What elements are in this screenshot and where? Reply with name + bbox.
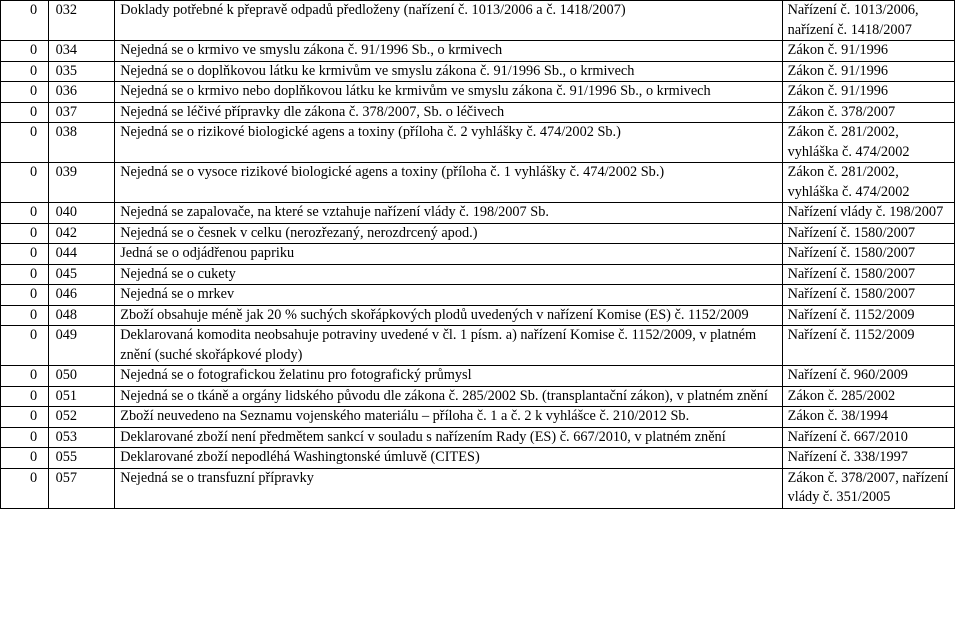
code-cell: 032 (48, 1, 115, 41)
table-row (1, 326, 955, 366)
flag-cell: 0 (1, 203, 49, 224)
description-cell: Deklarovaná komodita neobsahuje potraviny uvedené v čl. 1 písm. a) nařízení Komise č. 1152/2009, v platném znění (suché skořápkové plody) (115, 326, 782, 366)
description-cell: Nejedná se o transfuzní přípravky (115, 468, 782, 508)
flag-cell: 0 (1, 407, 49, 428)
code-cell: 045 (48, 264, 115, 285)
code-cell: 037 (48, 102, 115, 123)
legal-basis-cell: Nařízení č. 1152/2009 (782, 326, 954, 366)
table-row (1, 61, 955, 82)
legal-basis-cell: Zákon č. 91/1996 (782, 41, 954, 62)
description-cell: Nejedná se o tkáně a orgány lidského původu dle zákona č. 285/2002 Sb. (transplantační zákon), v platném znění (115, 386, 782, 407)
description-cell: Nejedná se o česnek v celku (nerozřezaný, nerozdrcený apod.) (115, 223, 782, 244)
flag-cell: 0 (1, 264, 49, 285)
table-row (1, 41, 955, 62)
code-cell: 051 (48, 386, 115, 407)
code-cell: 042 (48, 223, 115, 244)
flag-cell: 0 (1, 41, 49, 62)
table-row (1, 82, 955, 103)
table-row (1, 448, 955, 469)
flag-cell: 0 (1, 102, 49, 123)
legal-basis-cell: Nařízení č. 1580/2007 (782, 244, 954, 265)
description-cell: Nejedná se o rizikové biologické agens a toxiny (příloha č. 2 vyhlášky č. 474/2002 Sb.) (115, 123, 782, 163)
legal-basis-cell: Zákon č. 38/1994 (782, 407, 954, 428)
table-row (1, 203, 955, 224)
legal-basis-cell: Zákon č. 285/2002 (782, 386, 954, 407)
flag-cell: 0 (1, 163, 49, 203)
table-row (1, 468, 955, 508)
flag-cell: 0 (1, 61, 49, 82)
legal-basis-cell: Nařízení č. 1013/2006, nařízení č. 1418/2007 (782, 1, 954, 41)
legal-basis-cell: Nařízení č. 338/1997 (782, 448, 954, 469)
code-cell: 038 (48, 123, 115, 163)
legal-basis-cell: Nařízení č. 1580/2007 (782, 285, 954, 306)
legal-basis-cell: Zákon č. 91/1996 (782, 82, 954, 103)
code-cell: 050 (48, 366, 115, 387)
legal-basis-cell: Zákon č. 281/2002, vyhláška č. 474/2002 (782, 123, 954, 163)
description-cell: Jedná se o odjádřenou papriku (115, 244, 782, 265)
table-row (1, 386, 955, 407)
code-cell: 053 (48, 427, 115, 448)
legal-basis-cell: Nařízení č. 1152/2009 (782, 305, 954, 326)
legal-basis-cell: Nařízení č. 960/2009 (782, 366, 954, 387)
code-cell: 048 (48, 305, 115, 326)
legal-basis-cell: Nařízení č. 667/2010 (782, 427, 954, 448)
description-cell: Nejedná se léčivé přípravky dle zákona č. 378/2007, Sb. o léčivech (115, 102, 782, 123)
code-cell: 035 (48, 61, 115, 82)
description-cell: Nejedná se zapalovače, na které se vztahuje nařízení vlády č. 198/2007 Sb. (115, 203, 782, 224)
table-row (1, 244, 955, 265)
table-row (1, 223, 955, 244)
legal-basis-cell: Nařízení vlády č. 198/2007 (782, 203, 954, 224)
table-row (1, 163, 955, 203)
flag-cell: 0 (1, 223, 49, 244)
flag-cell: 0 (1, 82, 49, 103)
flag-cell: 0 (1, 123, 49, 163)
flag-cell: 0 (1, 1, 49, 41)
code-cell: 055 (48, 448, 115, 469)
code-cell: 046 (48, 285, 115, 306)
description-cell: Zboží neuvedeno na Seznamu vojenského materiálu – příloha č. 1 a č. 2 k vyhlášce č. 210/2012 Sb. (115, 407, 782, 428)
legal-basis-cell: Nařízení č. 1580/2007 (782, 264, 954, 285)
code-cell: 034 (48, 41, 115, 62)
code-cell: 049 (48, 326, 115, 366)
description-cell: Nejedná se o fotografickou želatinu pro fotografický průmysl (115, 366, 782, 387)
description-cell: Deklarované zboží nepodléhá Washingtonské úmluvě (CITES) (115, 448, 782, 469)
description-cell: Nejedná se o mrkev (115, 285, 782, 306)
description-cell: Doklady potřebné k přepravě odpadů předloženy (nařízení č. 1013/2006 a č. 1418/2007) (115, 1, 782, 41)
code-cell: 040 (48, 203, 115, 224)
description-cell: Nejedná se o vysoce rizikové biologické agens a toxiny (příloha č. 1 vyhlášky č. 474/2002 Sb.) (115, 163, 782, 203)
flag-cell: 0 (1, 305, 49, 326)
legal-basis-cell: Zákon č. 378/2007, nařízení vlády č. 351/2005 (782, 468, 954, 508)
code-cell: 044 (48, 244, 115, 265)
description-cell: Nejedná se o krmivo ve smyslu zákona č. 91/1996 Sb., o krmivech (115, 41, 782, 62)
flag-cell: 0 (1, 244, 49, 265)
flag-cell: 0 (1, 285, 49, 306)
table-row (1, 407, 955, 428)
table-row (1, 264, 955, 285)
legal-basis-cell: Zákon č. 281/2002, vyhláška č. 474/2002 (782, 163, 954, 203)
code-cell: 039 (48, 163, 115, 203)
table-row (1, 1, 955, 41)
table-row (1, 366, 955, 387)
table-row (1, 123, 955, 163)
flag-cell: 0 (1, 326, 49, 366)
code-cell: 036 (48, 82, 115, 103)
description-cell: Nejedná se o krmivo nebo doplňkovou látku ke krmivům ve smyslu zákona č. 91/1996 Sb., o krmivech (115, 82, 782, 103)
description-cell: Nejedná se o cukety (115, 264, 782, 285)
description-cell: Nejedná se o doplňkovou látku ke krmivům ve smyslu zákona č. 91/1996 Sb., o krmivech (115, 61, 782, 82)
table-row (1, 305, 955, 326)
table-row (1, 427, 955, 448)
code-cell: 052 (48, 407, 115, 428)
flag-cell: 0 (1, 386, 49, 407)
description-cell: Deklarované zboží není předmětem sankcí v souladu s nařízením Rady (ES) č. 667/2010, v platném znění (115, 427, 782, 448)
flag-cell: 0 (1, 468, 49, 508)
table-row (1, 285, 955, 306)
flag-cell: 0 (1, 427, 49, 448)
table-row (1, 102, 955, 123)
code-cell: 057 (48, 468, 115, 508)
legal-basis-cell: Zákon č. 378/2007 (782, 102, 954, 123)
flag-cell: 0 (1, 448, 49, 469)
legal-basis-cell: Zákon č. 91/1996 (782, 61, 954, 82)
flag-cell: 0 (1, 366, 49, 387)
legal-basis-cell: Nařízení č. 1580/2007 (782, 223, 954, 244)
description-cell: Zboží obsahuje méně jak 20 % suchých skořápkových plodů uvedených v nařízení Komise (ES) č. 1152/2009 (115, 305, 782, 326)
